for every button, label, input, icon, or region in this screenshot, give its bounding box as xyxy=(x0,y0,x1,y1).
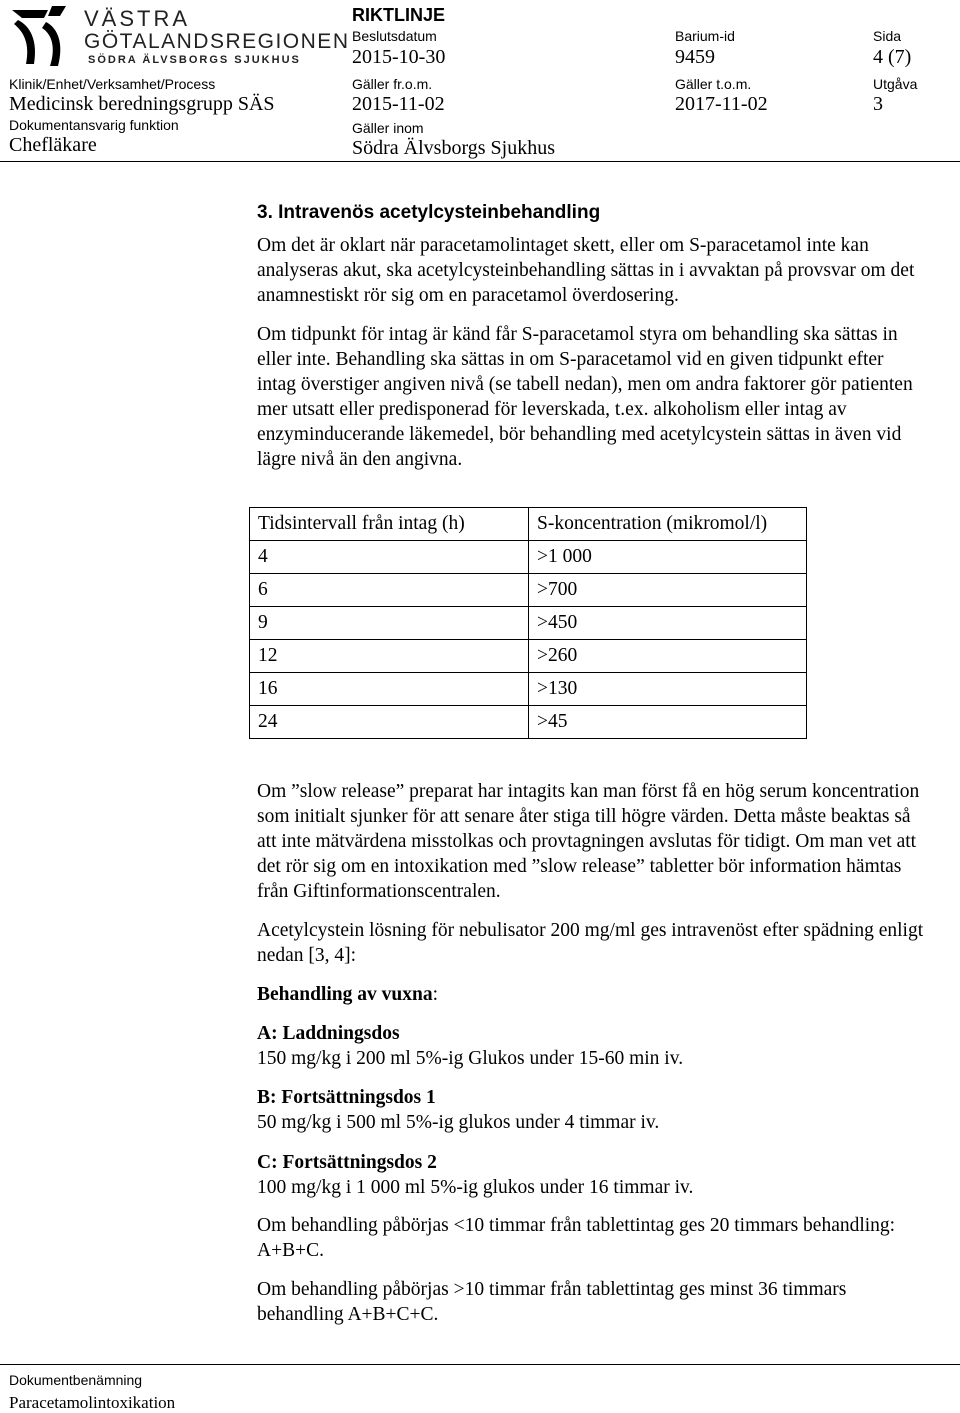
concentration-cell: >260 xyxy=(529,640,807,673)
beslutsdatum-label: Beslutsdatum xyxy=(352,28,437,44)
logo-line-3: SÖDRA ÄLVSBORGS SJUKHUS xyxy=(88,54,301,66)
table-row xyxy=(250,673,807,706)
vuxna-heading xyxy=(257,982,927,1007)
paragraph-text: Om det är oklart när paracetamolintaget skett, eller om S-paracetamol inte kan analyseras akut, ska acetylcysteinbehandling sättas in i avvaktan på provsvar om det anamnestiskt rör sig om en paracetamol överdosering. xyxy=(257,235,915,306)
table-row xyxy=(250,640,807,673)
galler-tom-label: Gäller t.o.m. xyxy=(675,76,752,92)
footer-label: Dokumentbenämning xyxy=(9,1372,143,1388)
concentration-table xyxy=(249,507,807,739)
utgava-value: 3 xyxy=(873,93,883,115)
table-header-cell: Tidsintervall från intag (h) xyxy=(250,508,529,541)
slow-release-paragraph xyxy=(257,779,927,904)
doc-type: RIKTLINJE xyxy=(352,5,446,25)
section-heading: 3. Intravenös acetylcysteinbehandling xyxy=(257,202,601,223)
table-header-row xyxy=(250,508,807,541)
concentration-cell: >450 xyxy=(529,607,807,640)
table-row xyxy=(250,541,807,574)
dose-b-title: B: Fortsättningsdos 1 xyxy=(257,1087,436,1108)
logo-line-2: GÖTALANDSREGIONEN xyxy=(84,30,350,53)
galler-from-value: 2015-11-02 xyxy=(352,93,445,115)
paragraph-text: Om behandling påbörjas >10 timmar från tablettintag ges minst 36 timmars behandling A+B+C+C. xyxy=(257,1279,847,1325)
rule-over-10h xyxy=(257,1277,927,1327)
ansvarig-value: Chefläkare xyxy=(9,134,97,156)
time-cell: 4 xyxy=(250,541,529,574)
dose-a-title: A: Laddningsdos xyxy=(257,1023,400,1044)
klinik-value: Medicinsk beredningsgrupp SÄS xyxy=(9,93,275,115)
barium-label: Barium-id xyxy=(675,28,735,44)
footer-divider xyxy=(0,1364,960,1365)
paragraph-text: Om tidpunkt för intag är känd får S-paracetamol styra om behandling ska sättas in eller inte. Behandling ska sättas in om S-paracetamol vid en given tidpunkt efter intag överstiger angiven nivå (se tabell nedan), men om andra faktorer gör patienten mer utsatt eller predisponerad för leverskada, t.ex. alkoholism eller intag av enzyminducerande läkemedel, bör behandling med acetylcystein sättas in även vid lägre nivå än den angivna. xyxy=(257,324,913,470)
dose-c-title: C: Fortsättningsdos 2 xyxy=(257,1152,437,1173)
dose-a xyxy=(257,1021,927,1071)
nebulisator-paragraph xyxy=(257,918,927,968)
paragraph-text: Om ”slow release” preparat har intagits kan man först få en hög serum koncentration som initialt sjunker för att senare åter stiga till högre värden. Detta måste beaktas så att inte mätvärdena misstolkas och provtagningen avslutas för tidigt. Om man vet att det rör sig om en intoxikation med ”slow release” tabletter bör information hämtas från Giftinformationscentralen. xyxy=(257,781,920,902)
sida-label: Sida xyxy=(873,28,902,44)
vgr-swirl-icon xyxy=(8,4,72,68)
dose-a-text: 150 mg/kg i 200 ml 5%-ig Glukos under 15-60 min iv. xyxy=(257,1048,684,1069)
dose-b-text: 50 mg/kg i 500 ml 5%-ig glukos under 4 timmar iv. xyxy=(257,1112,660,1133)
beslutsdatum-value: 2015-10-30 xyxy=(352,46,446,68)
time-cell: 9 xyxy=(250,607,529,640)
table-header-cell: S-koncentration (mikromol/l) xyxy=(529,508,807,541)
ansvarig-label: Dokumentansvarig funktion xyxy=(9,117,179,133)
utgava-label: Utgåva xyxy=(873,76,918,92)
table-row xyxy=(250,574,807,607)
concentration-cell: >1 000 xyxy=(529,541,807,574)
galler-inom-label: Gäller inom xyxy=(352,120,424,136)
dose-c-text: 100 mg/kg i 1 000 ml 5%-ig glukos under 16 timmar iv. xyxy=(257,1177,694,1198)
vuxna-label: Behandling av vuxna xyxy=(257,984,433,1005)
klinik-label: Klinik/Enhet/Verksamhet/Process xyxy=(9,76,216,92)
concentration-cell: >130 xyxy=(529,673,807,706)
section-para-1 xyxy=(257,233,927,308)
concentration-cell: >700 xyxy=(529,574,807,607)
concentration-cell: >45 xyxy=(529,706,807,739)
galler-inom-value: Södra Älvsborgs Sjukhus xyxy=(352,137,555,159)
galler-from-label: Gäller fr.o.m. xyxy=(352,76,433,92)
sida-value: 4 (7) xyxy=(873,46,912,68)
dose-c xyxy=(257,1150,927,1200)
footer-value: Paracetamolintoxikation xyxy=(9,1393,176,1412)
vuxna-colon: : xyxy=(432,984,438,1005)
time-cell: 24 xyxy=(250,706,529,739)
dose-b xyxy=(257,1085,927,1135)
table-row xyxy=(250,607,807,640)
time-cell: 16 xyxy=(250,673,529,706)
header-divider xyxy=(0,161,960,162)
paragraph-text: Om behandling påbörjas <10 timmar från tablettintag ges 20 timmars behandling: A+B+C. xyxy=(257,1215,896,1261)
paragraph-text: Acetylcystein lösning för nebulisator 200 mg/ml ges intravenöst efter spädning enligt nedan [3, 4]: xyxy=(257,920,924,966)
galler-tom-value: 2017-11-02 xyxy=(675,93,768,115)
rule-under-10h xyxy=(257,1213,927,1263)
barium-value: 9459 xyxy=(675,46,715,68)
section-para-2 xyxy=(257,322,927,472)
logo-line-1: VÄSTRA xyxy=(84,6,191,31)
vgr-logo xyxy=(8,4,350,70)
table-row xyxy=(250,706,807,739)
time-cell: 6 xyxy=(250,574,529,607)
time-cell: 12 xyxy=(250,640,529,673)
